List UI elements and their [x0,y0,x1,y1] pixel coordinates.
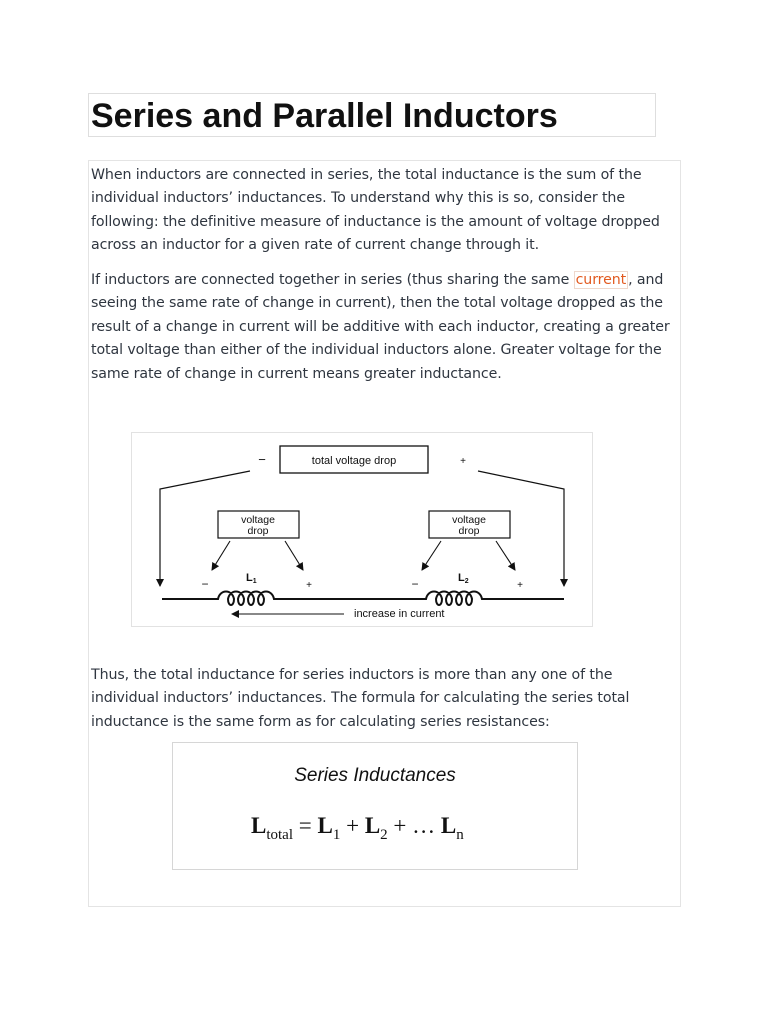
voltage-drop-1-line2: drop [247,525,269,537]
voltage-drop-2-line2: drop [458,525,480,537]
formula-sub-2: 2 [380,827,388,843]
circuit-wire [162,592,564,606]
current-link[interactable]: current [575,272,627,288]
paragraph-text: , and seeing the same rate of change in current), then the total voltage dropped as the result of a change in current will be additive with each inductor, creating a greater total voltage than either of the individual inductors alone. Greater voltage for the same rate of change in current means greater inductance. [91,272,670,382]
total-plus-sign: + [460,456,466,467]
formula-sub-n: n [456,827,464,843]
formula-ln: L [440,813,457,838]
series-inductor-diagram [131,432,593,627]
series-inductor-svg [132,433,592,626]
drop-2-right-arrow [496,541,515,570]
formula-l1: L [317,813,333,838]
formula-ellipsis: + … [387,813,441,838]
paragraph-series-formula-intro: Thus, the total inductance for series inductors is more than any one of the individual inductors’ inductances. The formula for calculating the series total inductance is the same form as for calculating series resistances: [91,667,630,730]
series-inductance-formula-figure [172,742,578,870]
paragraph-text: If inductors are connected together in series (thus sharing the same [91,272,574,288]
formula-l2: L [364,813,381,838]
current-label: increase in current [354,608,445,620]
inductor-l1-subscript: 1 [252,578,257,585]
drop-2-left-arrow [422,541,441,570]
voltage-drop-1-line1: voltage [241,514,275,526]
formula-sub-1: 1 [332,827,341,843]
inductor-l1-label [246,572,257,585]
formula-plus: + [340,813,365,838]
inductor-l2-letter: L [458,572,465,584]
l1-plus-sign: + [306,580,312,591]
l1-minus-sign: − [201,577,209,591]
inductor-l2-label [458,572,469,585]
formula-sub-total: total [266,827,294,843]
voltage-drop-2-line1: voltage [452,514,486,526]
formula-l-total: L [251,813,267,838]
paragraph-series-intro: When inductors are connected in series, the total inductance is the sum of the individual inductors’ inductances. To understand why this is so, consider the following: the definitive measure of inductance is the amount of voltage dropped across an inductor for a given rate of current change through it. [91,167,660,254]
formula-equals: = [293,813,318,838]
page-title: Series and Parallel Inductors [91,97,558,135]
paragraph-series-explanation [91,269,679,386]
formula-heading: Series Inductances [294,765,456,786]
l2-plus-sign: + [517,580,523,591]
total-minus-sign: − [258,452,266,467]
drop-1-right-arrow [285,541,303,570]
series-inductance-formula [251,813,464,844]
inductor-l1-letter: L [246,572,253,584]
inductor-l2-subscript: 2 [464,578,469,585]
l2-minus-sign: − [411,577,419,591]
total-voltage-label: total voltage drop [311,455,397,467]
drop-1-left-arrow [212,541,230,570]
title-box [88,93,656,137]
